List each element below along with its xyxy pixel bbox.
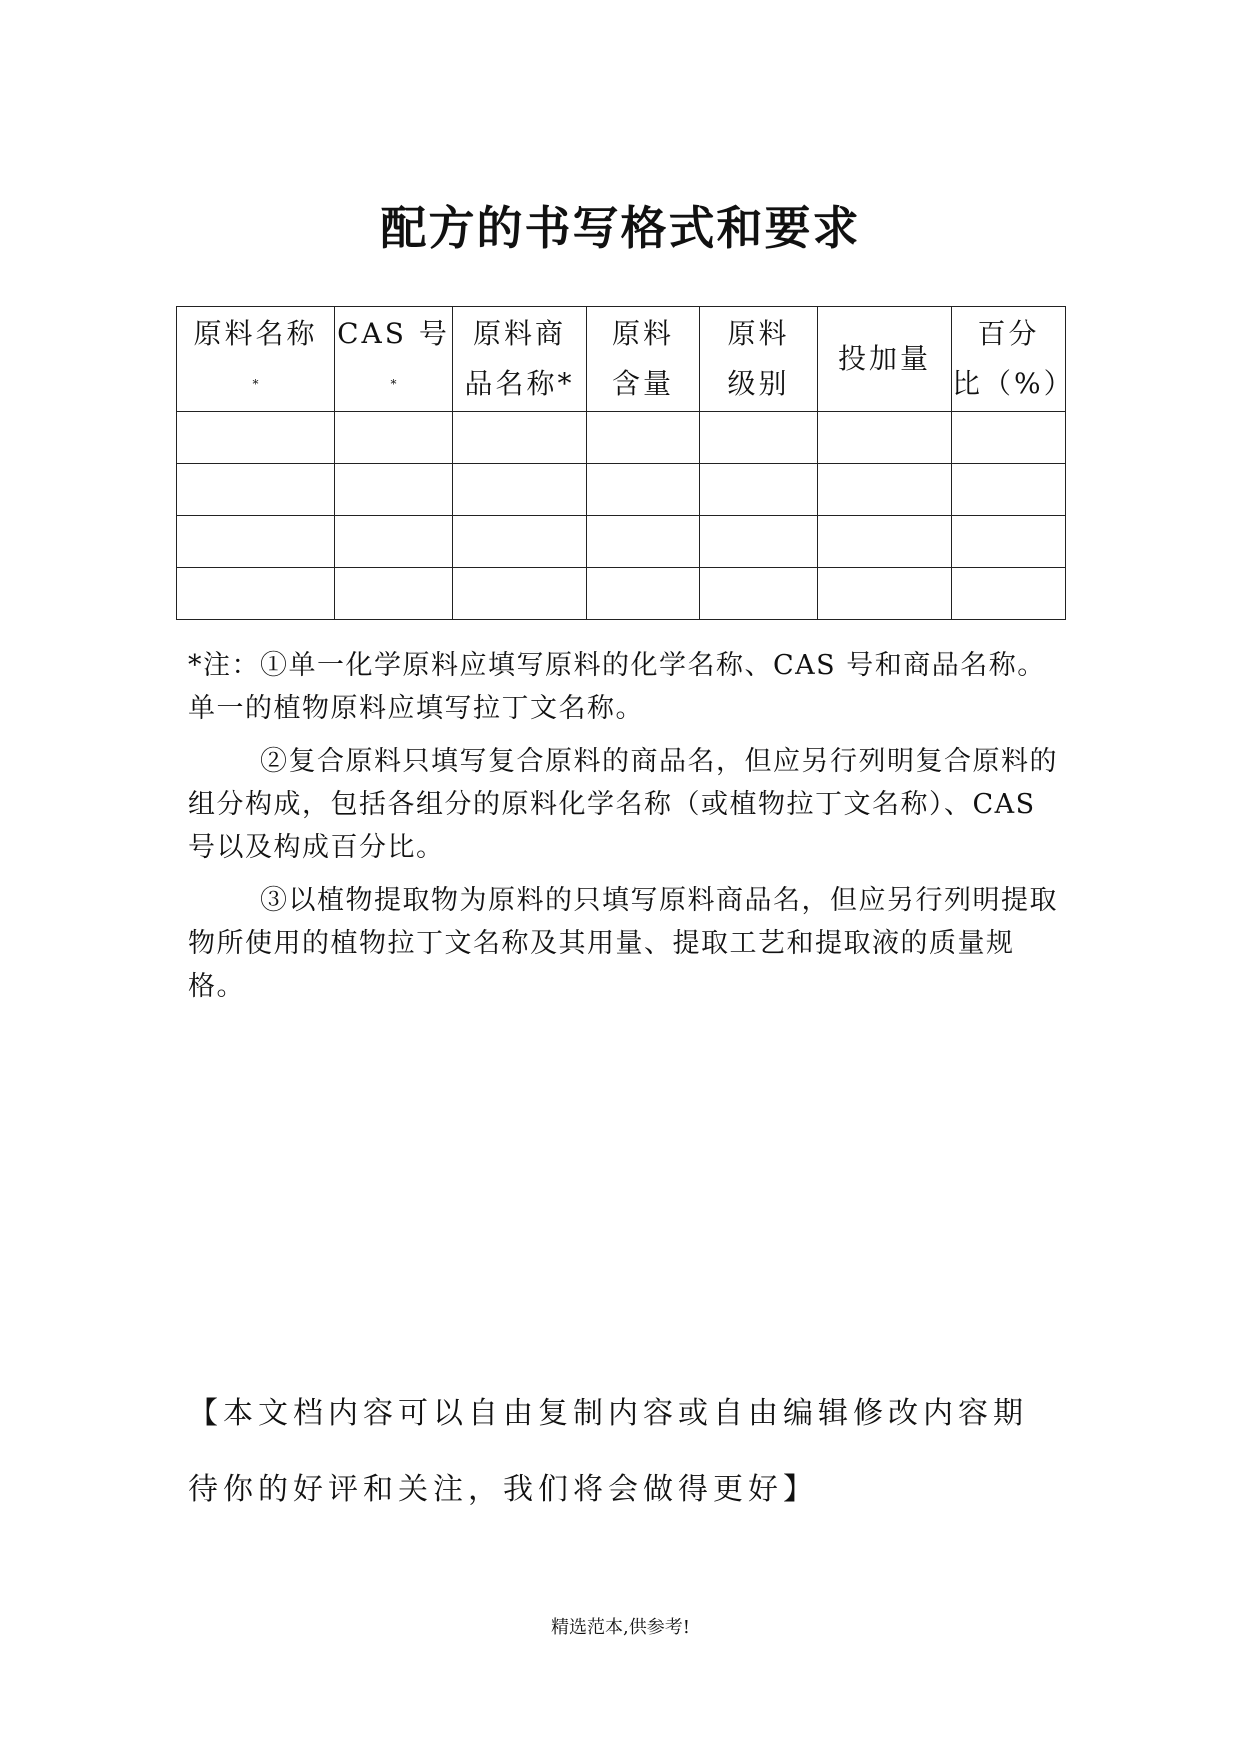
table-row [177, 516, 1066, 568]
table-cell[interactable] [335, 568, 453, 620]
page-title: 配方的书写格式和要求 [380, 201, 861, 255]
header-line: 比（%） [952, 367, 1075, 400]
table-row [177, 412, 1066, 464]
header-cas-number [335, 307, 453, 412]
table-cell[interactable] [453, 412, 587, 464]
header-line: 原料 [727, 317, 790, 350]
table-cell[interactable] [818, 464, 952, 516]
table-cell[interactable] [587, 516, 700, 568]
header-grade [700, 307, 818, 412]
table-cell[interactable] [587, 464, 700, 516]
table-cell[interactable] [700, 412, 818, 464]
table-cell[interactable] [700, 568, 818, 620]
table-row [177, 464, 1066, 516]
table-cell[interactable] [952, 568, 1066, 620]
table-cell[interactable] [335, 412, 453, 464]
note-2: ②复合原料只填写复合原料的商品名，但应另行列明复合原料的组分构成，包括各组分的原料化学名称（或植物拉丁文名称）、CAS 号以及构成百分比。 [188, 746, 1058, 863]
table-cell[interactable] [177, 516, 335, 568]
table-header-row [177, 307, 1066, 412]
header-material-name [177, 307, 335, 412]
table-cell[interactable] [952, 412, 1066, 464]
header-line: 原料名称 [193, 317, 318, 350]
note-3: ③以植物提取物为原料的只填写原料商品名，但应另行列明提取物所使用的植物拉丁文名称及其用量、提取工艺和提取液的质量规格。 [188, 885, 1058, 1002]
table-row [177, 568, 1066, 620]
table-cell[interactable] [587, 412, 700, 464]
required-mark: * [252, 377, 259, 391]
table-cell[interactable] [818, 412, 952, 464]
table-cell[interactable] [818, 516, 952, 568]
header-line: 投加量 [837, 342, 931, 375]
table-cell[interactable] [952, 516, 1066, 568]
header-line: 原料商 [472, 317, 566, 350]
page-footer: 精选范本,供参考! [551, 1617, 690, 1638]
table-cell[interactable] [952, 464, 1066, 516]
table-cell[interactable] [818, 568, 952, 620]
header-line: 级别 [727, 367, 790, 400]
table-cell[interactable] [177, 568, 335, 620]
header-line: 品名称* [464, 367, 575, 400]
table-cell[interactable] [587, 568, 700, 620]
table-cell[interactable] [335, 516, 453, 568]
header-line: 百分 [977, 317, 1040, 350]
table-cell[interactable] [453, 568, 587, 620]
header-dosage [818, 307, 952, 412]
table-cell[interactable] [335, 464, 453, 516]
table-cell[interactable] [453, 516, 587, 568]
note-1: *注：①单一化学原料应填写原料的化学名称、CAS 号和商品名称。单一的植物原料应填写拉丁文名称。 [188, 650, 1046, 724]
required-mark: * [390, 377, 397, 391]
promo-text: 【本文档内容可以自由复制内容或自由编辑修改内容期待你的好评和关注，我们将会做得更好】 [188, 1396, 1028, 1507]
header-line: 含量 [611, 367, 674, 400]
table-cell[interactable] [177, 412, 335, 464]
table-cell[interactable] [700, 464, 818, 516]
header-percentage [952, 307, 1075, 412]
header-trade-name [453, 307, 587, 412]
notes-section [188, 644, 1058, 1018]
table-cell[interactable] [453, 464, 587, 516]
table-cell[interactable] [177, 464, 335, 516]
header-content [587, 307, 700, 412]
header-line: CAS 号 [337, 317, 450, 350]
table-cell[interactable] [700, 516, 818, 568]
formula-table [176, 306, 1075, 620]
header-line: 原料 [611, 317, 674, 350]
